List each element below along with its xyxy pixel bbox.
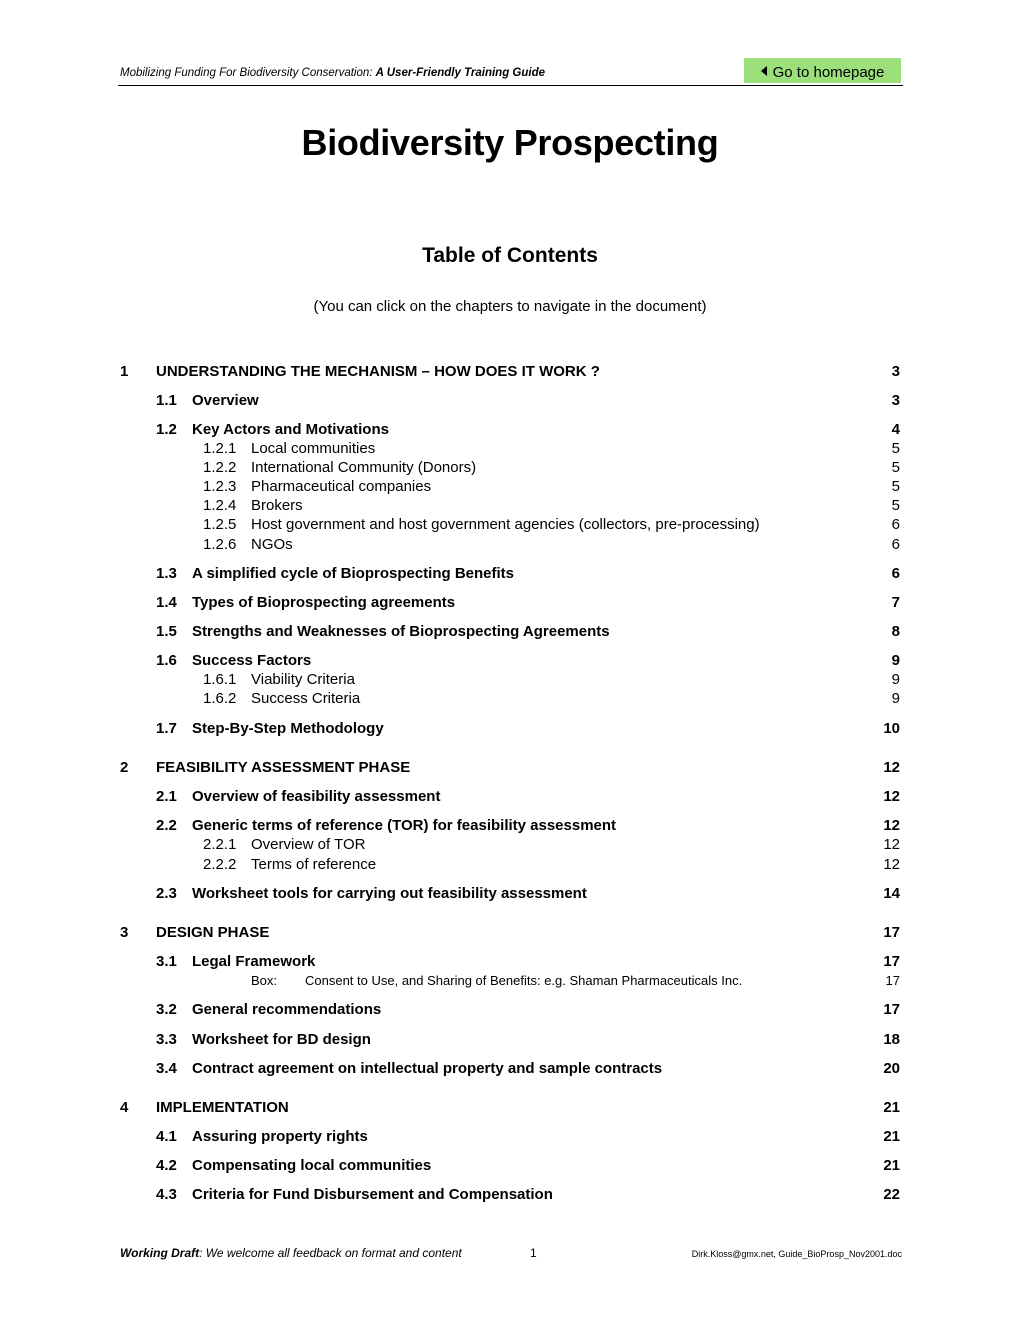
toc-entry-number: 3.2 — [156, 1001, 177, 1018]
toc-entry-title: Success Criteria — [251, 690, 361, 707]
toc-entry-page: 3 — [891, 392, 900, 409]
footer-file-info: Dirk.Kloss@gmx.net, Guide_BioProsp_Nov2001.doc — [691, 1249, 902, 1259]
toc-entry-number: 3.1 — [156, 953, 177, 970]
home-button-label: Go to homepage — [772, 64, 885, 81]
toc-entry-title: FEASIBILITY ASSESSMENT PHASE — [156, 759, 411, 776]
toc-entry-number: 1.2.6 — [203, 536, 237, 553]
toc-entry-page: 20 — [883, 1060, 900, 1077]
toc-entry-number: 1.3 — [156, 565, 177, 582]
toc-entry-title: NGOs — [251, 536, 293, 553]
toc-entry-page: 3 — [891, 363, 900, 380]
toc-entry-title: Overview of TOR — [251, 836, 366, 853]
footer-feedback-text: : We welcome all feedback on format and content — [199, 1246, 462, 1260]
toc-entry-number: 2 — [120, 759, 129, 776]
toc-entry-number: 4 — [120, 1099, 129, 1116]
toc-entry-number: 1.6 — [156, 652, 177, 669]
toc-entry-number: 4.2 — [156, 1157, 177, 1174]
toc-entry-page: 6 — [891, 536, 900, 553]
toc-entry-title: A simplified cycle of Bioprospecting Benefits — [192, 565, 515, 582]
toc-entry-number: 1.2.5 — [203, 516, 237, 533]
toc-entry-title: Generic terms of reference (TOR) for feasibility assessment — [192, 817, 617, 834]
toc-entry-page: 14 — [883, 885, 900, 902]
toc-entry-page: 12 — [883, 817, 900, 834]
page-header — [118, 58, 903, 86]
toc-entry-title: Overview of feasibility assessment — [192, 788, 441, 805]
arrow-left-icon — [761, 66, 767, 76]
toc-entry-number: 2.2 — [156, 817, 177, 834]
toc-entry-title: Key Actors and Motivations — [192, 421, 389, 438]
toc-entry-page: 9 — [891, 690, 900, 707]
toc-entry-title: Assuring property rights — [192, 1128, 368, 1145]
toc-entry-title: Compensating local communities — [192, 1157, 432, 1174]
toc-entry-number: 1.6.1 — [203, 671, 237, 688]
toc-entry-title: International Community (Donors) — [251, 459, 477, 476]
toc-heading: Table of Contents — [422, 244, 598, 267]
toc-entry-title: Terms of reference — [251, 856, 377, 873]
toc-entry-number: 2.1 — [156, 788, 177, 805]
toc-entry-title: Types of Bioprospecting agreements — [192, 594, 456, 611]
toc-entry-page: 22 — [883, 1186, 900, 1203]
toc-entry-number: 1.7 — [156, 720, 177, 737]
footer-left — [120, 1246, 462, 1260]
toc-entry-number: Box: — [251, 973, 278, 988]
header-italic: Mobilizing Funding For Biodiversity Conservation: — [120, 67, 376, 79]
toc-entry-number: 1.2.1 — [203, 440, 237, 457]
toc-entry-page: 4 — [891, 421, 900, 438]
toc-entry-number: 1.5 — [156, 623, 177, 640]
toc-entry-number: 1.2.4 — [203, 497, 237, 514]
toc-entry-title: Legal Framework — [192, 953, 316, 970]
toc-entry-page: 21 — [883, 1157, 900, 1174]
toc-entry-page: 7 — [891, 594, 900, 611]
toc-entry-page: 12 — [883, 836, 900, 853]
toc-entry-number: 4.1 — [156, 1128, 177, 1145]
toc-entry-page: 5 — [891, 459, 900, 476]
toc-entry-title: Worksheet for BD design — [192, 1031, 371, 1048]
toc-entry-page: 9 — [891, 652, 900, 669]
toc-entry-page: 12 — [883, 788, 900, 805]
toc-entry-page: 21 — [883, 1128, 900, 1145]
toc-entry-number: 1.2.2 — [203, 459, 237, 476]
page-title: Biodiversity Prospecting — [301, 122, 719, 163]
toc-note: (You can click on the chapters to navigate in the document) — [313, 298, 707, 315]
header-text — [120, 67, 545, 79]
toc-entry-title: General recommendations — [192, 1001, 382, 1018]
toc-entry-page: 17 — [885, 973, 900, 988]
toc-entry-title: IMPLEMENTATION — [156, 1099, 289, 1116]
toc-entry-number: 2.2.2 — [203, 856, 237, 873]
toc-entry-title: DESIGN PHASE — [156, 924, 270, 941]
toc-entry-title: Success Factors — [192, 652, 312, 669]
toc-entry-page: 17 — [883, 1001, 900, 1018]
toc-entry-page: 6 — [891, 565, 900, 582]
toc-entry-number: 1.2.3 — [203, 478, 237, 495]
toc-entry-number: 2.3 — [156, 885, 177, 902]
toc-entry-number: 1 — [120, 363, 129, 380]
toc-entry-page: 17 — [883, 953, 900, 970]
toc-entry-page: 12 — [883, 856, 900, 873]
toc-entry-page: 5 — [891, 440, 900, 457]
toc-entry-title: Host government and host government agencies (collectors, pre-processing) — [251, 516, 760, 533]
toc-entry-title: Brokers — [251, 497, 303, 514]
toc-entry-number: 2.2.1 — [203, 836, 237, 853]
toc-entry-number: 3.3 — [156, 1031, 177, 1048]
toc-entry-title: Viability Criteria — [251, 671, 355, 688]
toc-entry-number: 1.2 — [156, 421, 177, 438]
toc-entry-title: Pharmaceutical companies — [251, 478, 432, 495]
toc-entry-title: Contract agreement on intellectual property and sample contracts — [192, 1060, 663, 1077]
toc-entry-page: 18 — [883, 1031, 900, 1048]
toc-entry-page: 17 — [883, 924, 900, 941]
footer-page-number: 1 — [530, 1246, 537, 1260]
toc-entry-title: Consent to Use, and Sharing of Benefits: e.g. Shaman Pharmaceuticals Inc. — [305, 973, 743, 988]
toc-entry-number: 3 — [120, 924, 129, 941]
toc-entry-page: 8 — [891, 623, 900, 640]
toc-entry-title: Criteria for Fund Disbursement and Compensation — [192, 1186, 553, 1203]
toc-entry-page: 5 — [891, 478, 900, 495]
toc-entry-title: Local communities — [251, 440, 376, 457]
toc-entry-title: UNDERSTANDING THE MECHANISM – HOW DOES IT WORK ? — [156, 363, 600, 380]
header-bold: A User-Friendly Training Guide — [375, 67, 546, 79]
toc-entry-number: 4.3 — [156, 1186, 177, 1203]
toc-entry-page: 9 — [891, 671, 900, 688]
toc-entry-page: 21 — [883, 1099, 900, 1116]
toc-entry-title: Overview — [192, 392, 259, 409]
go-to-homepage-button[interactable] — [744, 58, 901, 83]
toc-entry-title: Strengths and Weaknesses of Bioprospecting Agreements — [192, 623, 610, 640]
toc-entry-number: 1.6.2 — [203, 690, 237, 707]
toc-entry-page: 5 — [891, 497, 900, 514]
toc-entry-page: 6 — [891, 516, 900, 533]
toc-entry-number: 1.1 — [156, 392, 177, 409]
toc-entry-page: 12 — [883, 759, 900, 776]
toc-entry-title: Step-By-Step Methodology — [192, 720, 384, 737]
toc-entry-number: 1.4 — [156, 594, 177, 611]
footer-draft-label: Working Draft — [120, 1246, 200, 1260]
toc-entry-title: Worksheet tools for carrying out feasibility assessment — [192, 885, 587, 902]
toc-entry-page: 10 — [883, 720, 900, 737]
toc-entry-number: 3.4 — [156, 1060, 177, 1077]
